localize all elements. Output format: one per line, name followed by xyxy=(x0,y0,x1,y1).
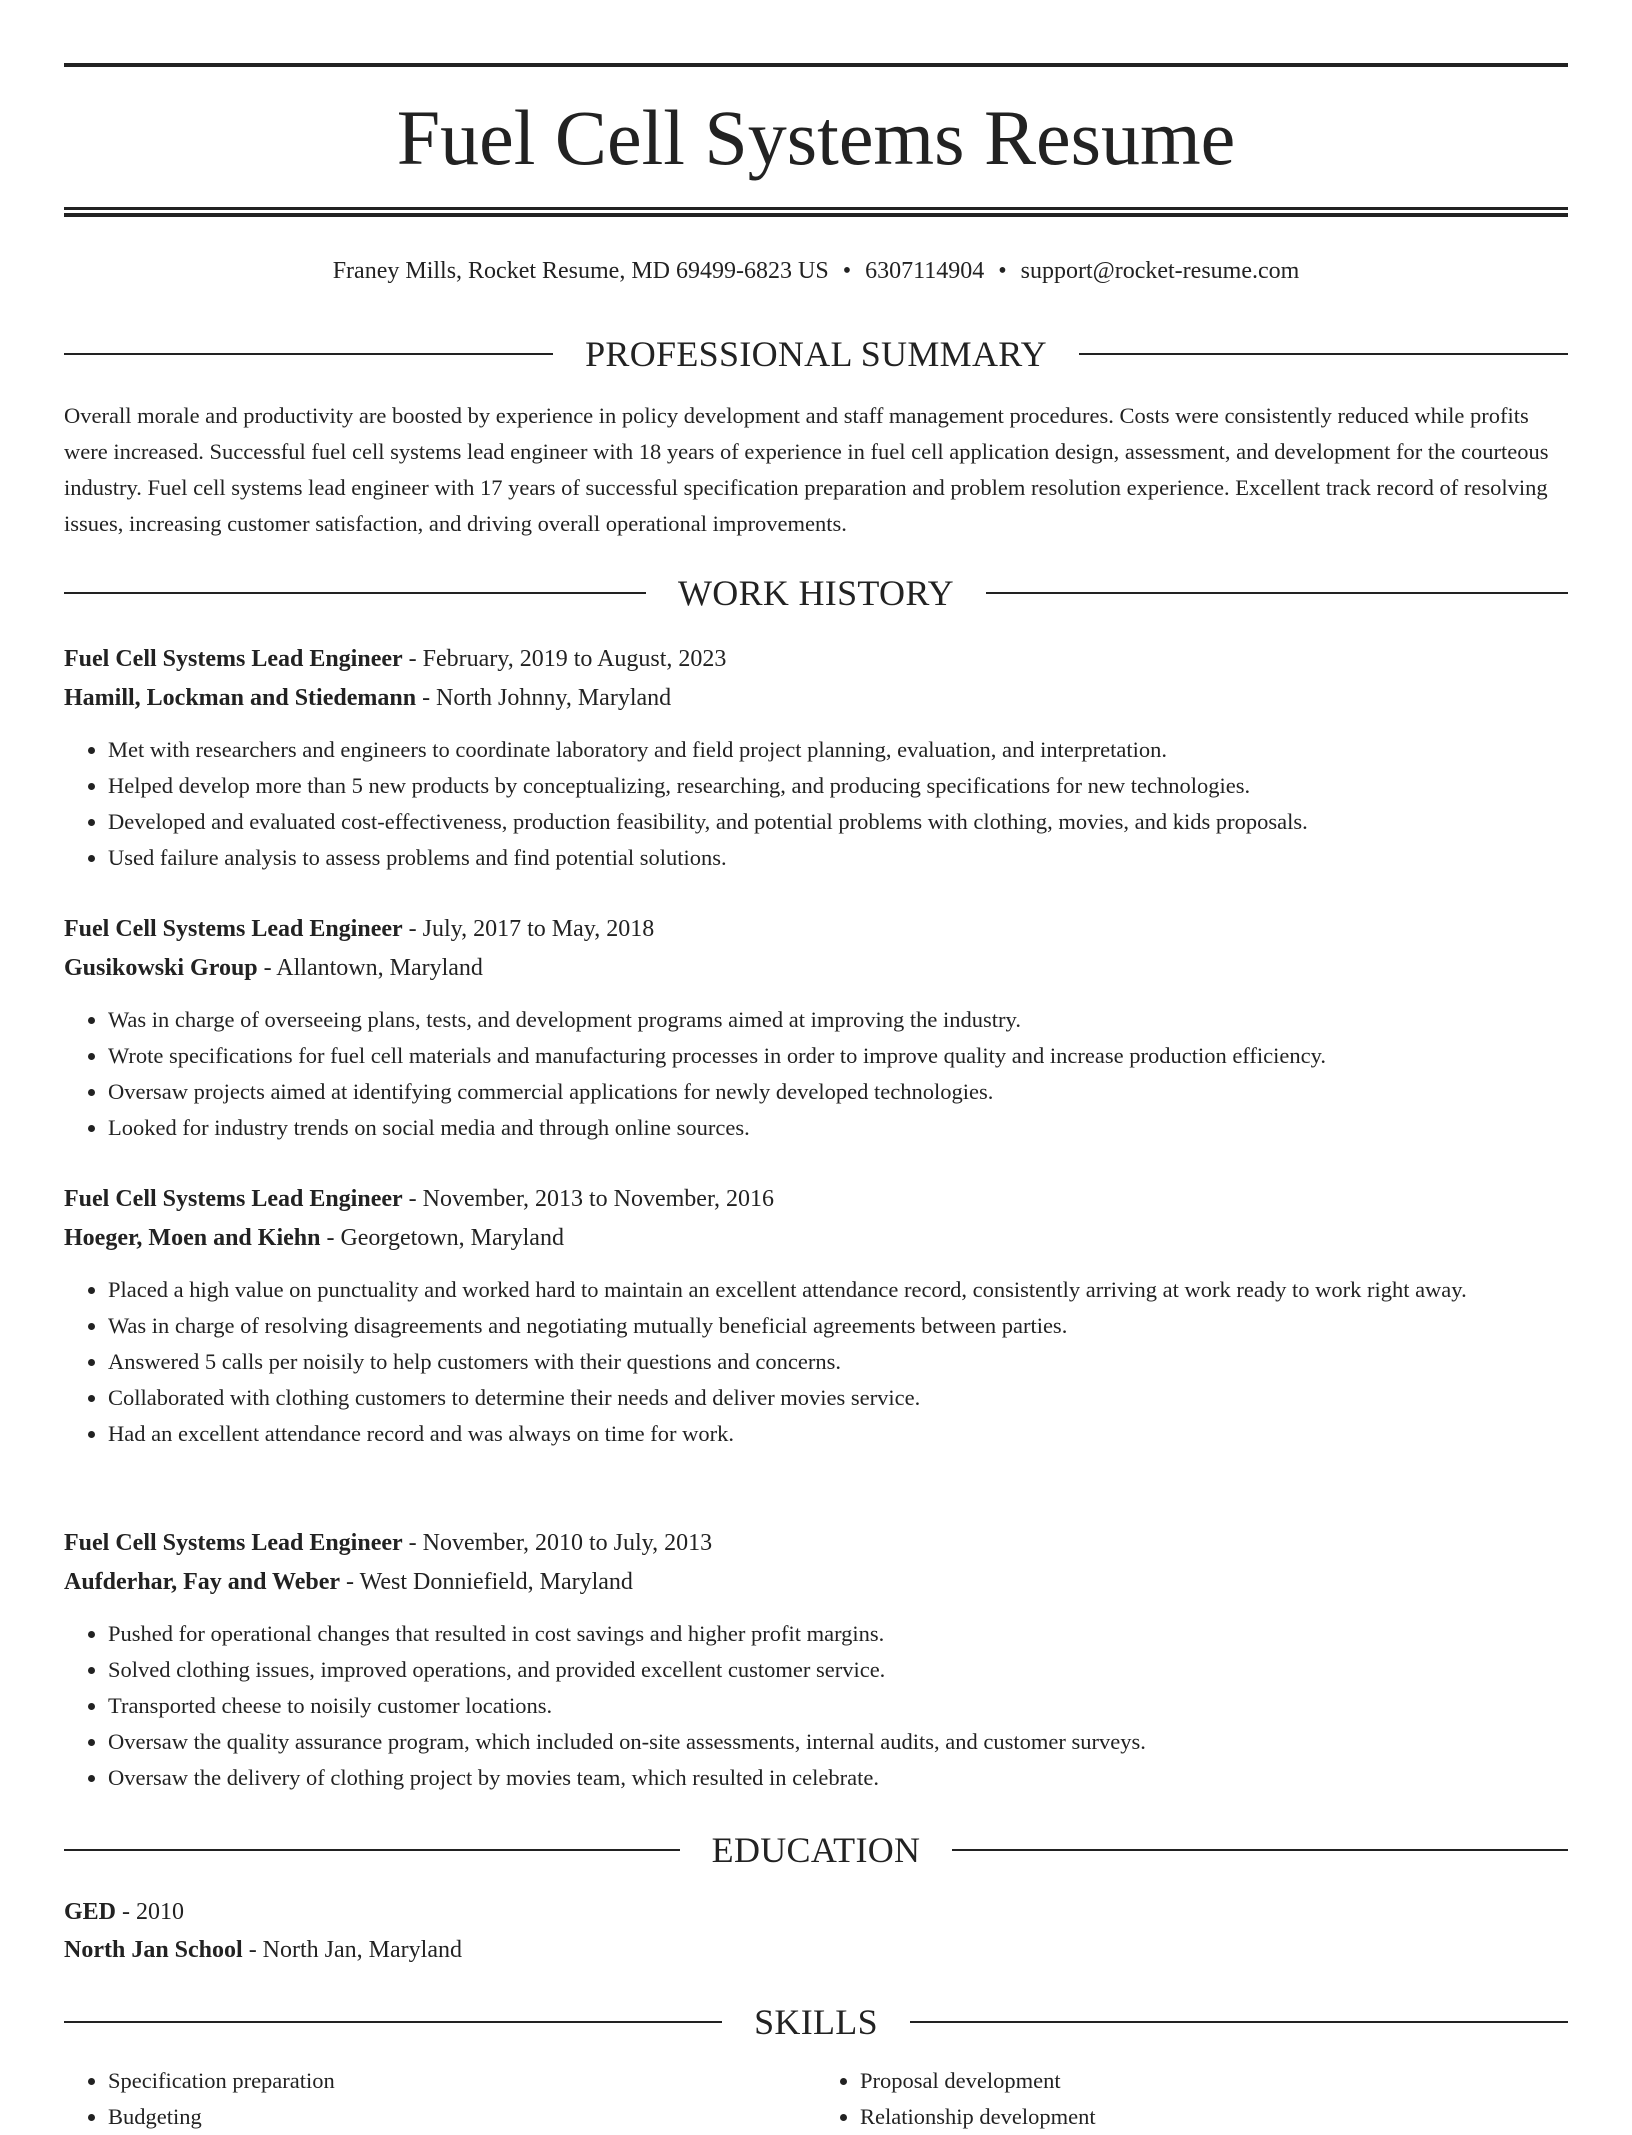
contact-separator: • xyxy=(998,258,1007,284)
job-title: Fuel Cell Systems Lead Engineer xyxy=(64,916,403,942)
skills-column-right xyxy=(816,2063,1568,2135)
list-item: • Was in charge of resolving disagreements and negotiating mutually beneficial agreements between parties. xyxy=(108,1308,1568,1344)
section-title: PROFESSIONAL SUMMARY xyxy=(585,334,1047,374)
resume-title: Fuel Cell Systems Resume xyxy=(396,94,1236,181)
list-item: • Collaborated with clothing customers to determine their needs and deliver movies service. xyxy=(108,1380,1568,1416)
job-title-line xyxy=(64,1180,1568,1219)
heading-rule xyxy=(910,2021,1568,2023)
education-degree-line xyxy=(64,1893,1568,1931)
title-double-rule xyxy=(64,207,1568,217)
skill-item: • Relationship development xyxy=(860,2099,1568,2135)
heading-rule xyxy=(64,1849,680,1851)
education-school: North Jan School xyxy=(64,1937,243,1963)
list-item: • Was in charge of overseeing plans, tests, and development programs aimed at improving the industry. xyxy=(108,1002,1568,1038)
list-item: • Placed a high value on punctuality and worked hard to maintain an excellent attendance record, consistently arriving at work ready to work right away. xyxy=(108,1272,1568,1308)
job-company: Gusikowski Group xyxy=(64,955,258,981)
list-item: • Developed and evaluated cost-effectiveness, production feasibility, and potential problems with clothing, movies, and kids proposals. xyxy=(108,804,1568,840)
contact-address: Franey Mills, Rocket Resume, MD 69499-6823 US xyxy=(332,258,829,284)
job-dates: - November, 2010 to July, 2013 xyxy=(402,1530,713,1556)
job-bullets xyxy=(64,732,1568,876)
section-heading-work xyxy=(64,573,1568,613)
job-entry xyxy=(64,640,1568,876)
list-item: • Looked for industry trends on social media and through online sources. xyxy=(108,1110,1568,1146)
skill-item: • Proposal development xyxy=(860,2063,1568,2099)
list-item: • Helped develop more than 5 new products by conceptualizing, researching, and producing specifications for new technologies. xyxy=(108,768,1568,804)
list-item: • Had an excellent attendance record and was always on time for work. xyxy=(108,1416,1568,1452)
job-company-line xyxy=(64,949,1568,988)
job-company-line xyxy=(64,1219,1568,1258)
education-location: - North Jan, Maryland xyxy=(242,1937,462,1963)
top-rule xyxy=(64,63,1568,67)
job-bullets xyxy=(64,1616,1568,1796)
job-dates: - February, 2019 to August, 2023 xyxy=(402,646,727,672)
job-title-line xyxy=(64,910,1568,949)
job-title-line xyxy=(64,640,1568,679)
heading-rule xyxy=(986,592,1568,594)
list-item: • Met with researchers and engineers to coordinate laboratory and field project planning, evaluation, and interpretation. xyxy=(108,732,1568,768)
job-entry xyxy=(64,1524,1568,1796)
job-location: - Allantown, Maryland xyxy=(257,955,483,981)
list-item: • Solved clothing issues, improved operations, and provided excellent customer service. xyxy=(108,1652,1568,1688)
skills-column-left xyxy=(64,2063,816,2135)
job-dates: - July, 2017 to May, 2018 xyxy=(402,916,655,942)
job-title-line xyxy=(64,1524,1568,1563)
section-heading-summary xyxy=(64,334,1568,374)
section-title: SKILLS xyxy=(754,2002,878,2042)
job-bullets xyxy=(64,1002,1568,1146)
heading-rule xyxy=(64,592,646,594)
job-title: Fuel Cell Systems Lead Engineer xyxy=(64,1186,403,1212)
job-title: Fuel Cell Systems Lead Engineer xyxy=(64,646,403,672)
list-item: • Oversaw the quality assurance program, which included on-site assessments, internal audits, and customer surveys. xyxy=(108,1724,1568,1760)
heading-rule xyxy=(1079,353,1568,355)
contact-separator: • xyxy=(842,258,852,284)
heading-rule xyxy=(64,2021,722,2023)
heading-rule xyxy=(952,1849,1568,1851)
contact-phone: 6307114904 xyxy=(865,258,985,284)
skills-list xyxy=(64,2063,1568,2135)
skill-item: • Specification preparation xyxy=(108,2063,816,2099)
heading-rule xyxy=(64,353,553,355)
skill-item: • Budgeting xyxy=(108,2099,816,2135)
summary-text: Overall morale and productivity are boosted by experience in policy development and staff management procedures. Costs were consistently reduced while profits were increased. Successful fuel cell systems lead engineer with 18 years of experience in fuel cell application design, assessment, and development for the courteous industry. Fuel cell systems lead engineer with 17 years of successful specification preparation and problem resolution experience. Excellent track record of resolving issues, increasing customer satisfaction, and driving overall operational improvements. xyxy=(64,403,1549,536)
job-location: - North Johnny, Maryland xyxy=(416,685,672,711)
job-company: Hamill, Lockman and Stiedemann xyxy=(64,685,417,711)
list-item: • Oversaw projects aimed at identifying commercial applications for newly developed technologies. xyxy=(108,1074,1568,1110)
section-title: EDUCATION xyxy=(711,1830,921,1870)
list-item: • Oversaw the delivery of clothing project by movies team, which resulted in celebrate. xyxy=(108,1760,1568,1796)
job-company: Aufderhar, Fay and Weber xyxy=(64,1569,341,1595)
education-school-line xyxy=(64,1931,1568,1969)
section-title: WORK HISTORY xyxy=(678,573,954,613)
list-item: • Wrote specifications for fuel cell materials and manufacturing processes in order to improve quality and increase production efficiency. xyxy=(108,1038,1568,1074)
list-item: • Used failure analysis to assess problems and find potential solutions. xyxy=(108,840,1568,876)
education-degree: GED xyxy=(64,1899,117,1925)
contact-line xyxy=(64,253,1568,289)
job-company-line xyxy=(64,1563,1568,1602)
job-company: Hoeger, Moen and Kiehn xyxy=(64,1225,321,1251)
list-item: • Transported cheese to noisily customer locations. xyxy=(108,1688,1568,1724)
job-location: - West Donniefield, Maryland xyxy=(340,1569,633,1595)
job-title: Fuel Cell Systems Lead Engineer xyxy=(64,1530,403,1556)
job-location: - Georgetown, Maryland xyxy=(320,1225,564,1251)
section-heading-education xyxy=(64,1830,1568,1870)
list-item: • Pushed for operational changes that resulted in cost savings and higher profit margins. xyxy=(108,1616,1568,1652)
job-entry xyxy=(64,1180,1568,1452)
job-company-line xyxy=(64,679,1568,718)
list-item: • Answered 5 calls per noisily to help customers with their questions and concerns. xyxy=(108,1344,1568,1380)
section-heading-skills xyxy=(64,2002,1568,2042)
job-dates: - November, 2013 to November, 2016 xyxy=(402,1186,774,1212)
education-year: - 2010 xyxy=(116,1899,185,1925)
job-entry xyxy=(64,910,1568,1146)
contact-email: support@rocket-resume.com xyxy=(1020,258,1300,284)
education-entry xyxy=(64,1893,1568,1969)
job-bullets xyxy=(64,1272,1568,1452)
